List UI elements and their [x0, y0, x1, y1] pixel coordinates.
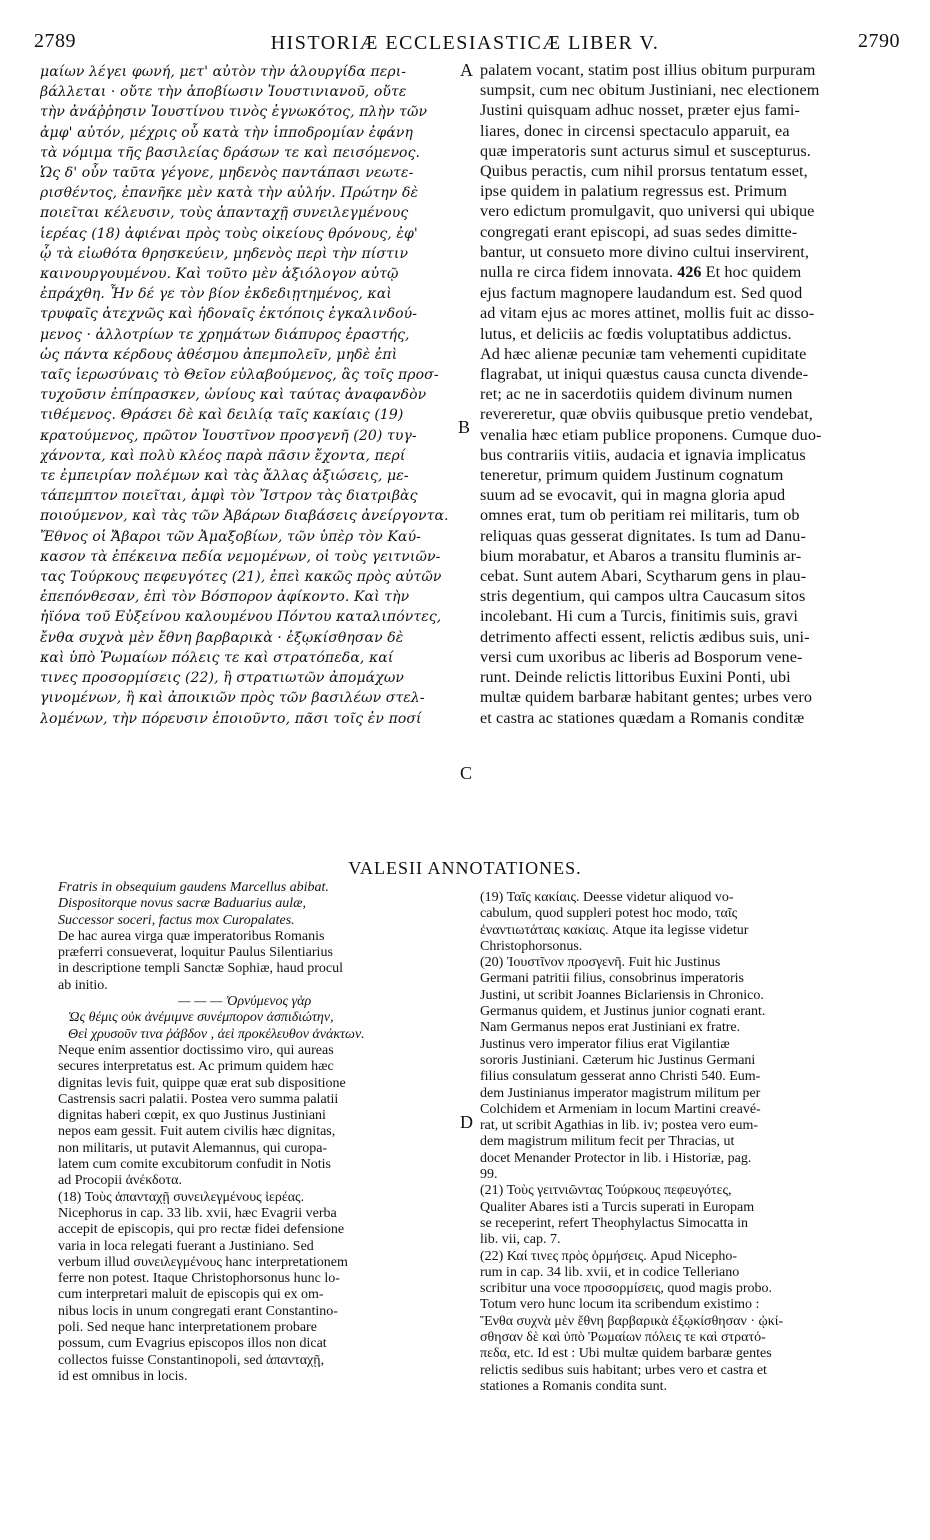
annotation-greek-verse-line: Ὡς θέμις οὐκ ἀνέμιμνε συνέμπορον ἀσπιδιώτην, [68, 1010, 334, 1026]
annotation-line: πεδα, etc. Id est : Ubi multæ quidem barbaræ gentes [480, 1346, 772, 1362]
greek-text-line: Ὡς δ' οὖν ταῦτα γέγονε, μηδενὸς παντάπασι νεωτε- [40, 165, 414, 182]
greek-text-line: τιθέμενος. Θράσει δὲ καὶ δειλίᾳ ταῖς κακίαις (19) [40, 407, 404, 424]
latin-text-line [480, 384, 895, 404]
latin-text: sumpsit, cum nec obitum Justiniani, nec electionem [480, 81, 820, 100]
annotation-line: nibus locis in unum congregati erant Constantino- [58, 1303, 338, 1319]
latin-text: versi cum uxoribus ac liberis ad Bosporum vene- [480, 647, 803, 666]
annotation-line: ferre non potest. Itaque Christophorsonus hunc lo- [58, 1271, 340, 1287]
annotation-line: nepos eam gessit. Fuit autem civilis hæc dignitas, [58, 1124, 336, 1140]
latin-text-line [480, 526, 895, 546]
latin-text: Justini quisquam adhuc nosset, præter ejus fami- [480, 101, 800, 120]
annotation-line: dignitas haberi cœpit, ex quo Justinus Justiniani [58, 1108, 326, 1124]
greek-text-line: ταῖς ἱερωσύναις τὸ Θεῖον εὐλαβούμενος, ἃς τοῖς προσ- [40, 367, 439, 384]
latin-text: reliquas quas gesserat dignitates. Is tum ad Danu- [480, 526, 806, 545]
greek-text-line: ἀμφ' αὐτόν, μέχρις οὗ κατὰ τὴν ἱπποδρομίαν ἐφάνη [40, 124, 413, 141]
latin-text-line [480, 344, 895, 364]
greek-text-line: τρυφαῖς ἀτεχνῶς καὶ ἡδοναῖς ἐκτόποις ἐγκαλινδού- [40, 306, 418, 323]
annotation-line: σθησαν δὲ καὶ ὑπὸ Ῥωμαίων πόλεις τε καὶ στρατό- [480, 1330, 766, 1346]
annotation-line: se receperint, refert Theophylactus Simocatta in [480, 1215, 748, 1231]
annotation-line: rat, ut scribit Agathias in lib. iv; postea vero eum- [480, 1118, 758, 1134]
greek-text-line: ἔνθα συχνὰ μὲν ἔθνη βαρβαρικὰ · ἐξῳκίσθησαν δὲ [40, 629, 404, 646]
margin-marker-b: B [458, 417, 471, 437]
annotation-line: præferri consueverat, loquitur Paulus Silentiarius [58, 945, 333, 961]
latin-text: et castra ac stationes quædam a Romanis conditæ [480, 708, 805, 727]
annotation-verse-line: Dispositorque novus sacræ Baduarius aulæ, [58, 896, 306, 912]
annotation-line: (22) Καί τινες πρὸς ὁρμήσεις. Apud Nicepho- [480, 1248, 738, 1264]
latin-text-line [480, 627, 895, 647]
greek-text-line: τὰ νόμιμα τῆς βασιλείας δράσων τε καὶ πεισόμενος. [40, 144, 421, 161]
latin-text-line [480, 425, 895, 445]
annotation-line: rum in cap. 34 lib. xvii, et in codice Telleriano [480, 1264, 740, 1280]
annotation-line: ab initio. [58, 977, 108, 993]
latin-text-line [480, 283, 895, 303]
greek-text-line: τυχοῦσιν ἐπίπρασκεν, ὠνίους καὶ ταύτας ἀναφανδὸν [40, 387, 427, 404]
annotation-line: dem Justinianus imperator magistrum militum per [480, 1085, 761, 1101]
annotation-line: dignitas levis fuit, quippe quæ erat sub dispositione [58, 1075, 346, 1091]
annotation-line: Colchidem et Armeniam in locum Martini creavé- [480, 1101, 761, 1117]
annotation-line: Christophorsonus. [480, 938, 583, 954]
latin-text: detrimento affecti essent, relictis ædibus suis, uni- [480, 627, 810, 646]
greek-text-line: μενος · ἀλλοτρίων τε χρημάτων διάπυρος ἐραστής, [40, 326, 410, 343]
annotation-line: lib. vii, cap. 7. [480, 1232, 561, 1248]
annotation-line: possum, cum Evagrius episcopos illos non dicat [58, 1336, 327, 1352]
greek-text-line: κρατούμενος, πρῶτον Ἰουστῖνον προσγενῆ (20) τυγ- [40, 427, 417, 444]
annotation-line: stationes a Romanis condita sunt. [480, 1378, 668, 1394]
running-title: HISTORIÆ ECCLESIASTICÆ LIBER V. [270, 32, 660, 54]
greek-text-line: ποιούμενον, καὶ τὰς τῶν Ἀβάρων διαβάσεις ἀνείργοντα. [40, 508, 449, 525]
latin-text: lutus, et deliciis ac fœdis voluptatibus addictus. [480, 324, 792, 343]
latin-text: Et hoc quidem [705, 263, 802, 282]
latin-text-line [480, 364, 895, 384]
page-number-right: 2790 [858, 30, 900, 52]
annotation-verse-line: Successor soceri, factus mox Curopalates. [58, 912, 295, 928]
latin-text: suum ad se evocavit, qui in magna gloria apud [480, 486, 786, 505]
latin-text-line [480, 667, 895, 687]
annotation-line: collectos fuisse Constantinopoli, sed ἁπανταχῇ, [58, 1352, 325, 1368]
latin-text: venalia hæc etiam publice proponens. Cumque duo- [480, 425, 822, 444]
annotation-line: in descriptione templi Sanctæ Sophiæ, haud procul [58, 961, 344, 977]
latin-text-line [480, 222, 895, 242]
latin-text-line [480, 647, 895, 667]
latin-text: runt. Deinde relictis littoribus Euxini Ponti, ubi [480, 668, 791, 687]
latin-text-line [480, 303, 895, 323]
greek-text-line: ἠϊόνα τοῦ Εὐξείνου καλουμένου Πόντου καταλιπόντες, [40, 609, 442, 626]
annotation-verse-line: Fratris in obsequium gaudens Marcellus abibat. [58, 880, 329, 895]
greek-text-line: ἱερέας (18) ἀφιέναι πρὸς τοὺς οἰκείους θρόνους, ἐφ' [40, 225, 418, 242]
margin-marker-d: D [460, 1112, 473, 1132]
greek-text-line: λομένων, τὴν πόρευσιν ἐποιοῦντο, πᾶσι τοῖς ἐν ποσί [40, 710, 422, 727]
latin-text: cebat. Sunt autem Abari, Scytharum gens in plau- [480, 567, 807, 586]
annotation-line: 99. [480, 1167, 498, 1183]
annotation-line: ἐναντιωτάταις κακίαις. Atque ita legisse videtur [480, 922, 749, 938]
greek-text-line: ὡς πάντα κέρδους ἀθέσμου ἀπεμπολεῖν, μηδὲ ἐπὶ [40, 346, 398, 363]
latin-text-line [480, 324, 895, 344]
latin-text-line [480, 80, 895, 100]
latin-text-line [480, 505, 895, 525]
annotation-line: Castrensis sacri palatii. Postea vero summa palatii [58, 1091, 339, 1107]
latin-text: revereretur, quæ obviis quibusque pretio vendebat, [480, 405, 813, 424]
greek-text-line: Ἔθνος οἱ Ἄβαροι τῶν Ἀμαξοβίων, τῶν ὑπὲρ τὸν Καύ- [40, 528, 422, 545]
latin-text: bus contrariis vitiis, audacia et ignavia implicatus [480, 445, 806, 464]
annotation-line: docet Menander Protector in lib. i Historiæ, pag. [480, 1150, 752, 1166]
latin-text: teneretur, primum quidem Justinum cognatum [480, 466, 784, 485]
greek-text-line: χάνοντα, καὶ πολὺ κλέος παρὰ πᾶσιν ἔχοντα, περί [40, 447, 406, 464]
annotation-line: cum interpretari maluit de episcopis qui ex om- [58, 1287, 324, 1303]
annotation-line: accepit de episcopis, qui pro rectæ fidei defensione [58, 1222, 345, 1238]
annotation-line: (21) Τοὺς γειτνιῶντας Τούρκους πεφευγότες, [480, 1183, 732, 1199]
annotations-right-column [480, 890, 900, 1395]
latin-text-line [480, 242, 895, 262]
greek-text-line: τινες προσορμίσεις (22), ἢ στρατιωτῶν ἀπομάχων [40, 670, 404, 687]
latin-text-line [480, 606, 895, 626]
latin-text: ejus factum magnopere laudandum est. Sed quod [480, 284, 803, 303]
annotation-line: filius consulatum gesserat anno Christi 540. Eum- [480, 1069, 761, 1085]
latin-text: Ad hæc alienæ pecuniæ tam vehementi cupiditate [480, 344, 807, 363]
latin-text-line [480, 465, 895, 485]
annotation-line: id est omnibus in locis. [58, 1368, 188, 1384]
annotation-greek-verse-line: — — — Ὀρνύμενος γὰρ [178, 994, 312, 1010]
annotation-line: Qualiter Abares isti a Turcis superati in Europam [480, 1199, 755, 1215]
annotation-line: relictis sedibus suis habitant; urbes vero et castra et [480, 1362, 767, 1378]
latin-text: flagrabat, ut iniqui quæstus causa cuncta divende- [480, 365, 809, 384]
greek-text-line: κασον τὰ ἐπέκεινα πεδία νεμομένων, οἱ τοὺς γειτνιῶν- [40, 548, 441, 565]
latin-text: vero edictum promulgavit, quo universi qui ubique [480, 202, 815, 221]
latin-text: palatem vocant, statim post illius obitum purpuram [480, 61, 816, 79]
latin-text-line [480, 708, 895, 728]
inline-page-number: 426 [673, 264, 706, 282]
annotation-line: varia in loca relegati fuerant a Justiniano. Sed [58, 1238, 314, 1254]
latin-text: ad vitam ejus ac mores attinet, mollis fuit ac disso- [480, 304, 815, 323]
latin-text: nulla re circa fidem innovata. [480, 263, 674, 282]
annotation-line: cabulum, quod suppleri potest hoc modo, ταῖς [480, 906, 738, 922]
annotation-line: secures interpretatus est. Ac primum quidem hæc [58, 1059, 334, 1075]
latin-text: congregati erant episcopi, ad suas sedes dimitte- [480, 222, 798, 241]
page-header [0, 10, 930, 54]
greek-text-line: βάλλεται · οὔτε τὴν ἀποβίωσιν Ἰουστινιανοῦ, οὔτε [40, 84, 407, 101]
latin-text-line [480, 445, 895, 465]
annotation-line: ad Procopii ἀνέκδοτα. [58, 1173, 183, 1189]
greek-text-line: μαίων λέγει φωνή, μετ' αὐτὸν τὴν ἁλουργίδα περι- [40, 64, 407, 80]
annotation-line: De hac aurea virga quæ imperatoribus Romanis [58, 928, 325, 944]
latin-text: Quibus peractis, cum nihil prorsus tentatum esset, [480, 162, 808, 181]
greek-text-line: ἐπεπόνθεσαν, ἐπὶ τὸν Βόσπορον ἀφίκοντο. Καὶ τὴν [40, 589, 410, 606]
latin-text-line [480, 201, 895, 221]
latin-text-line [480, 181, 895, 201]
latin-text-line [480, 546, 895, 566]
annotation-line: Totum vero hunc locum ita scribendum existimo : [480, 1297, 760, 1313]
annotation-line: poli. Sed neque hanc interpretationem probare [58, 1320, 317, 1336]
latin-text: bium morabatur, et Abaros a transitu fluminis ar- [480, 546, 802, 565]
latin-text-line [480, 100, 895, 120]
annotation-line: Justinus vero imperator filius erat Vigilantiæ [480, 1036, 730, 1052]
latin-text-line [480, 586, 895, 606]
annotation-line: Germani patritii filius, consobrinus imperatoris [480, 971, 745, 987]
page-number-left: 2789 [34, 30, 76, 52]
annotation-line: sororis Justiniani. Cæterum hic Justinus Germani [480, 1052, 756, 1068]
latin-text-line [480, 121, 895, 141]
latin-text: omnes erat, tum ob peritiam rei militaris, tum ob [480, 506, 800, 525]
greek-text-column [40, 62, 460, 729]
annotation-line: (19) Ταῖς κακίαις. Deesse videtur aliquod vo- [480, 890, 734, 905]
latin-text: incolebant. Hi cum a Turcis, finitimis suis, gravi [480, 607, 798, 626]
greek-text-line: ρισθέντος, ἐπανῆκε μὲν κατὰ τὴν αὐλήν. Πρώτην δὲ [40, 185, 419, 202]
annotation-line: scribitur una voce προσορμίσεις, quod magis probo. [480, 1281, 772, 1297]
greek-text-line: τε ἐμπειρίαν πολέμων καὶ τὰς ἄλλας ἀξιώσεις, με- [40, 468, 409, 485]
annotation-line: verbum illud συνειλεγμένους hanc interpretationem [58, 1254, 348, 1270]
latin-text-line [480, 262, 895, 283]
annotations-left-column [58, 880, 458, 1385]
greek-text-line: τάπεμπτον ποιεῖται, ἀμφὶ τὸν Ἴστρον τὰς διατριβὰς [40, 488, 418, 505]
greek-text-line: καινουργουμένου. Καὶ τοῦτο μὲν ἀξιόλογον αὐτῷ [40, 266, 399, 283]
latin-text-line [480, 141, 895, 161]
latin-text: quæ imperatoris sunt acturus simul et suscepturus. [480, 141, 811, 160]
annotation-line: Justini, ut scribit Joannes Biclariensis in Chronico. [480, 987, 764, 1003]
annotation-line: (20) Ἰουστῖνον προσγενῆ. Fuit hic Justinus [480, 955, 721, 971]
greek-text-line: καὶ ὑπὸ Ῥωμαίων πόλεις τε καὶ στρατόπεδα, καί [40, 649, 394, 666]
annotation-line: Neque enim assentior doctissimo viro, qui aureas [58, 1042, 334, 1058]
latin-text: stris degentium, qui campos ultra Caucasum sitos [480, 587, 806, 606]
latin-text: ret; ac ne in sacerdotiis quidem divinum numen [480, 385, 793, 404]
annotation-line: Germanus quidem, et Justinus junior cognati erant. [480, 1004, 766, 1020]
greek-text-line: ποιεῖται κέλευσιν, τοὺς ἁπανταχῇ συνειλεγμένους [40, 205, 409, 222]
annotation-line: (18) Τοὺς ἁπανταχῇ συνειλεγμένους ἱερέας. [58, 1189, 305, 1205]
annotation-line: Nicephorus in cap. 33 lib. xvii, hæc Evagrii verba [58, 1205, 337, 1221]
annotation-line: Ἔνθα συχνὰ μὲν ἔθνη βαρβαρικὰ ἐξῳκίσθησαν · ᾠκί- [480, 1313, 784, 1329]
greek-text-line: τὴν ἀνάῤῥησιν Ἰουστίνου τινὸς ἐγνωκότος, πλὴν τῶν [40, 104, 428, 121]
margin-marker-a: A [460, 60, 473, 80]
latin-text-line [480, 485, 895, 505]
annotations-heading: VALESII ANNOTATIONES. [348, 858, 582, 878]
latin-text-line [480, 161, 895, 181]
latin-text: liares, donec in circensi spectaculo apparuit, ea [480, 121, 790, 140]
latin-text-line [480, 687, 895, 707]
margin-marker-c: C [460, 763, 473, 783]
latin-text-column [480, 60, 895, 728]
greek-text-line: γινομένων, ἢ καὶ ἀποικιῶν πρὸς τῶν βασιλέων στελ- [40, 690, 425, 707]
latin-text-line [480, 60, 895, 80]
greek-text-line: ᾧ τὰ εἰωθότα θρησκεύειν, μηδενὸς περὶ τὴν πίστιν [40, 245, 409, 262]
annotation-line: non militaris, ut putavit Alemannus, qui curopa- [58, 1140, 328, 1156]
annotation-greek-verse-line: Θεὶ χρυσοῦν τινα ῥάβδον , ἀεὶ προκέλευθον ἀνάκτων. [68, 1026, 365, 1042]
latin-text: multæ quidem barbaræ habitant gentes; urbes vero [480, 688, 813, 707]
greek-text-line: ἐπράχθη. Ἦν δέ γε τὸν βίον ἐκδεδιῃτημένος, καὶ [40, 286, 392, 303]
greek-text-line: τας Τούρκους πεφευγότες (21), ἐπεὶ κακῶς πρὸς αὐτῶν [40, 569, 442, 586]
annotation-line: Nam Germanus nepos erat Justiniani ex fratre. [480, 1020, 741, 1036]
annotation-line: dem magistrum militum fecit per Thracias, ut [480, 1134, 735, 1150]
latin-text: bantur, ut consueto more divino cultui inservirent, [480, 242, 810, 261]
latin-text-line [480, 566, 895, 586]
latin-text-line [480, 404, 895, 424]
annotation-line: latem cum comite excubitorum confudit in Notis [58, 1157, 331, 1173]
latin-text: ipse quidem in palatium regressus est. Primum [480, 182, 788, 201]
